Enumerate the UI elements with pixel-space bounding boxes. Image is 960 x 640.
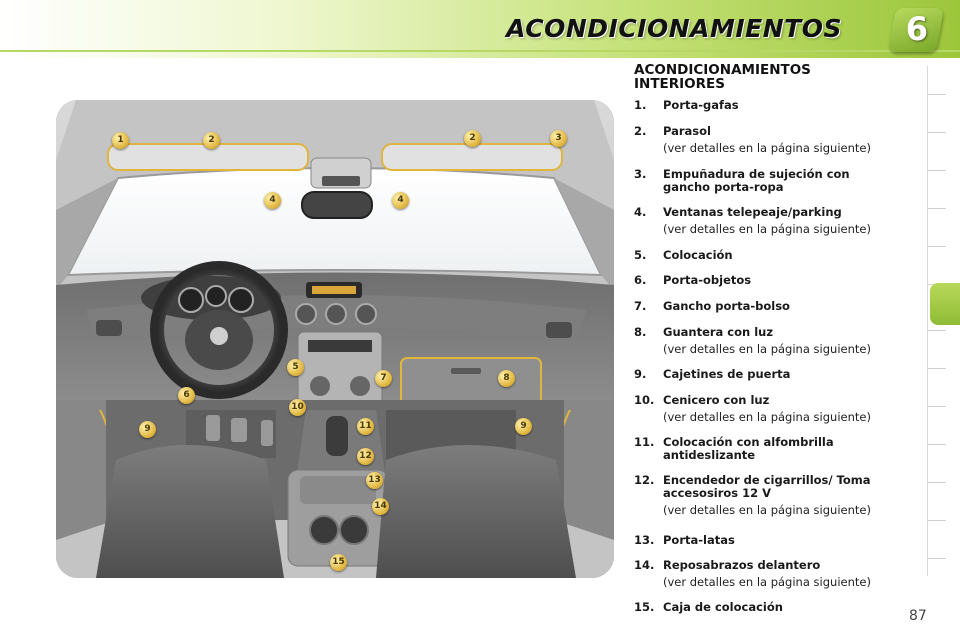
list-item: 14. Reposabrazos delantero (ver detalles en la página siguiente) [634, 558, 871, 589]
callout-4b: 4 [392, 192, 409, 209]
callout-14: 14 [372, 498, 389, 515]
callout-8: 8 [498, 370, 515, 387]
callout-4: 4 [264, 192, 281, 209]
car-interior-illustration [56, 100, 614, 578]
header-rule [0, 50, 960, 52]
callout-5: 5 [287, 359, 304, 376]
list-item: 13. Porta-latas [634, 533, 735, 547]
list-item: 3. Empuñadura de sujeción con gancho porta-ropa [634, 167, 850, 194]
callout-3: 3 [550, 130, 567, 147]
callout-2: 2 [203, 132, 220, 149]
list-item: 1. Porta-gafas [634, 98, 739, 112]
list-item: 10. Cenicero con luz (ver detalles en la página siguiente) [634, 393, 871, 424]
list-item: 7. Gancho porta-bolso [634, 299, 790, 313]
callout-1: 1 [112, 132, 129, 149]
list-item: 2. Parasol (ver detalles en la página siguiente) [634, 124, 871, 155]
list-item: 8. Guantera con luz (ver detalles en la página siguiente) [634, 325, 871, 356]
callout-6: 6 [178, 387, 195, 404]
callout-11: 11 [357, 418, 374, 435]
list-item: 4. Ventanas telepeaje/parking (ver detalles en la página siguiente) [634, 205, 871, 236]
list-item: 12. Encendedor de cigarrillos/ Toma accesosiros 12 V (ver detalles en la página siguiente) [634, 473, 871, 517]
chapter-number: 6 [905, 10, 928, 48]
callout-13: 13 [366, 472, 383, 489]
section-title: ACONDICIONAMIENTOS INTERIORES [634, 62, 811, 92]
side-index-active-tab[interactable] [930, 283, 960, 325]
callout-15: 15 [330, 554, 347, 571]
chapter-title: ACONDICIONAMIENTOS [506, 14, 842, 43]
callout-9b: 9 [515, 418, 532, 435]
list-item: 11. Colocación con alfombrilla antideslizante [634, 435, 834, 462]
list-item: 5. Colocación [634, 248, 733, 262]
list-item: 15. Caja de colocación [634, 600, 783, 614]
page-number: 87 [909, 608, 927, 624]
list-item: 6. Porta-objetos [634, 273, 752, 287]
callout-9: 9 [139, 421, 156, 438]
list-item: 9. Cajetines de puerta [634, 367, 791, 381]
callout-10: 10 [289, 399, 306, 416]
callout-12: 12 [357, 448, 374, 465]
callout-2b: 2 [464, 130, 481, 147]
callout-7: 7 [375, 370, 392, 387]
